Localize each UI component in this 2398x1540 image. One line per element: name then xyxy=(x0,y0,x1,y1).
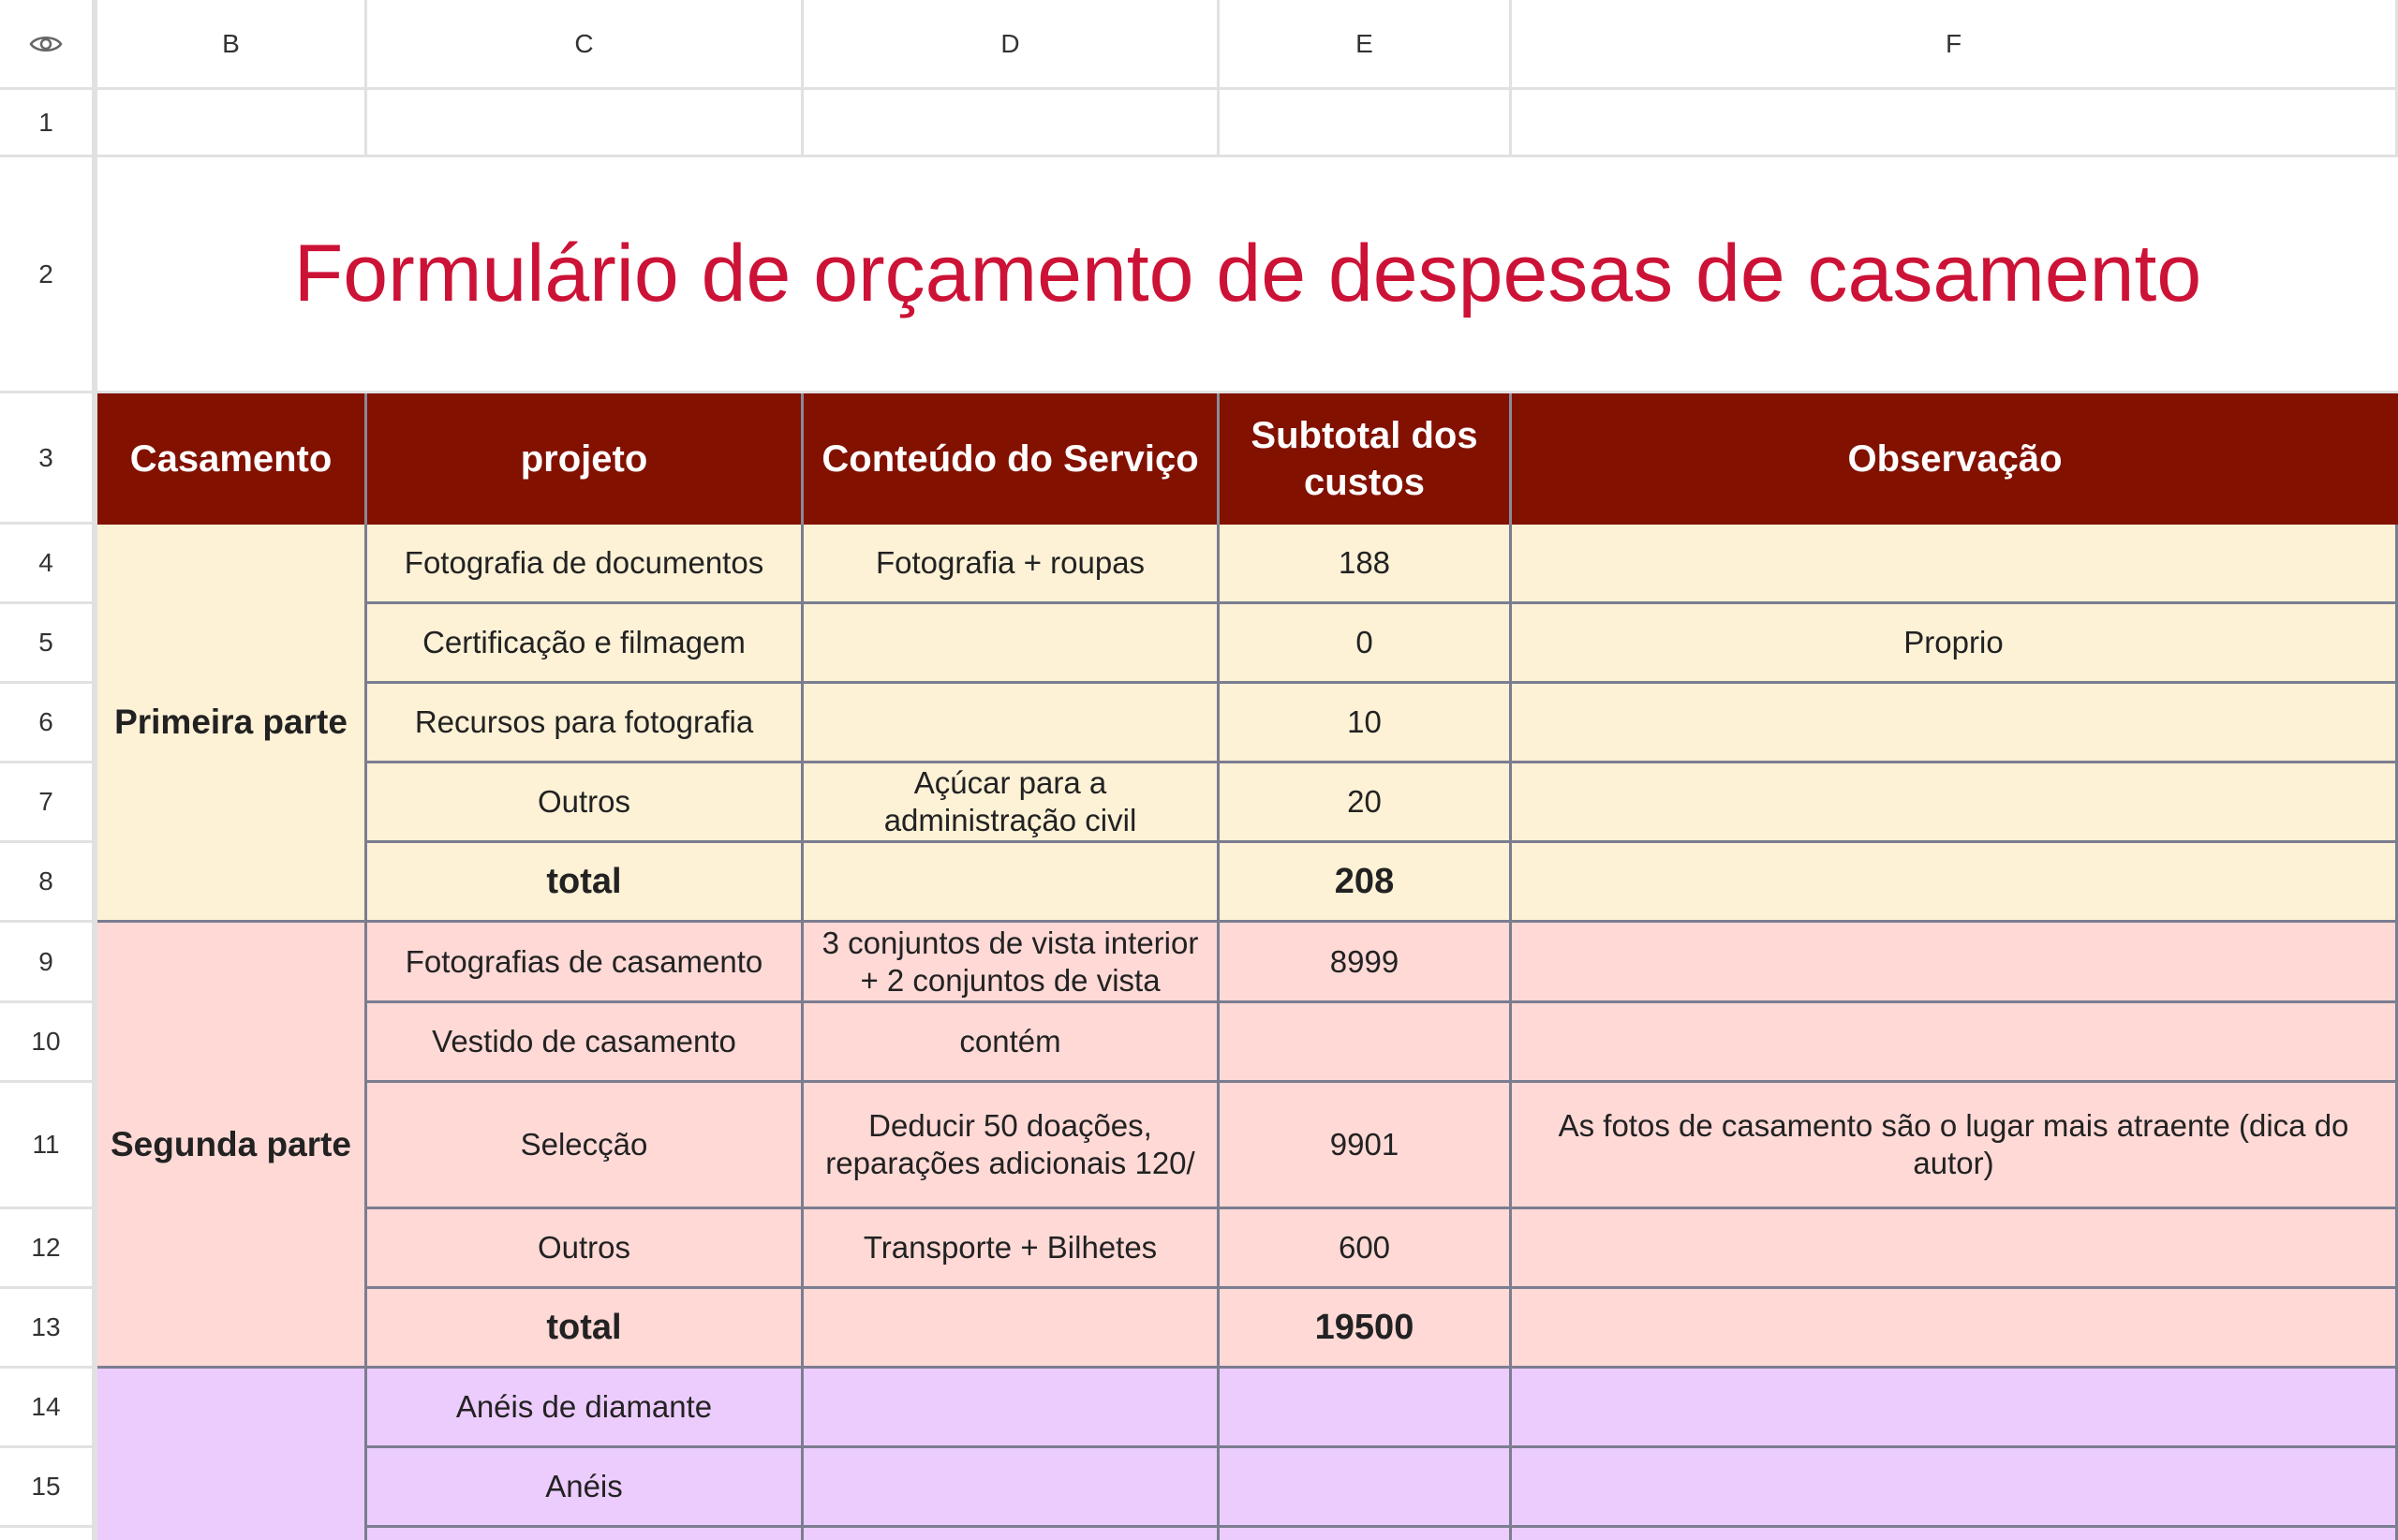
row-header-6[interactable]: 6 xyxy=(0,684,97,763)
cell-e14[interactable] xyxy=(1220,1369,1512,1448)
cell-e15[interactable] xyxy=(1220,1448,1512,1528)
row-header-8[interactable]: 8 xyxy=(0,843,97,923)
group-primeira-parte[interactable]: Primeira parte xyxy=(97,525,367,923)
row-header-15[interactable]: 15 xyxy=(0,1448,97,1528)
sheet-title[interactable]: Formulário de orçamento de despesas de casamento xyxy=(97,157,2398,393)
cell-e6[interactable]: 10 xyxy=(1220,684,1512,763)
row-header-13[interactable]: 13 xyxy=(0,1289,97,1369)
cell-f6[interactable] xyxy=(1512,684,2398,763)
cell-e8[interactable]: 208 xyxy=(1220,843,1512,923)
cell-c10[interactable]: Vestido de casamento xyxy=(367,1003,804,1083)
cell-f8[interactable] xyxy=(1512,843,2398,923)
cell-e4[interactable]: 188 xyxy=(1220,525,1512,604)
cell-f10[interactable] xyxy=(1512,1003,2398,1083)
row-header-2[interactable]: 2 xyxy=(0,157,97,393)
cell-f7[interactable] xyxy=(1512,763,2398,843)
cell-f1[interactable] xyxy=(1512,90,2398,157)
cell-d13[interactable] xyxy=(804,1289,1220,1369)
cell-e9[interactable]: 8999 xyxy=(1220,923,1512,1003)
cell-e13[interactable]: 19500 xyxy=(1220,1289,1512,1369)
cell-c5[interactable]: Certificação e filmagem xyxy=(367,604,804,684)
cell-f4[interactable] xyxy=(1512,525,2398,604)
cell-e1[interactable] xyxy=(1220,90,1512,157)
cell-c13[interactable]: total xyxy=(367,1289,804,1369)
cell-c15[interactable]: Anéis xyxy=(367,1448,804,1528)
cell-e5[interactable]: 0 xyxy=(1220,604,1512,684)
cell-d11[interactable]: Deducir 50 doações, reparações adicionais 120/ xyxy=(804,1083,1220,1209)
cell-d1[interactable] xyxy=(804,90,1220,157)
cell-d16[interactable] xyxy=(804,1528,1220,1540)
cell-f9[interactable] xyxy=(1512,923,2398,1003)
cell-e7[interactable]: 20 xyxy=(1220,763,1512,843)
row-header-12[interactable]: 12 xyxy=(0,1209,97,1289)
row-header-16[interactable] xyxy=(0,1528,97,1540)
cell-d9[interactable]: 3 conjuntos de vista interior + 2 conjuntos de vista xyxy=(804,923,1220,1003)
header-casamento[interactable]: Casamento xyxy=(97,393,367,525)
cell-d7[interactable]: Açúcar para a administração civil xyxy=(804,763,1220,843)
cell-c6[interactable]: Recursos para fotografia xyxy=(367,684,804,763)
cell-d15[interactable] xyxy=(804,1448,1220,1528)
group-terceira-parte[interactable] xyxy=(97,1369,367,1540)
cell-f12[interactable] xyxy=(1512,1209,2398,1289)
cell-e10[interactable] xyxy=(1220,1003,1512,1083)
row-header-11[interactable]: 11 xyxy=(0,1083,97,1209)
cell-b1[interactable] xyxy=(97,90,367,157)
row-header-5[interactable]: 5 xyxy=(0,604,97,684)
column-header-f[interactable]: F xyxy=(1512,0,2398,90)
cell-c4[interactable]: Fotografia de documentos xyxy=(367,525,804,604)
cell-f5[interactable]: Proprio xyxy=(1512,604,2398,684)
cell-c7[interactable]: Outros xyxy=(367,763,804,843)
cell-c9[interactable]: Fotografias de casamento xyxy=(367,923,804,1003)
row-header-9[interactable]: 9 xyxy=(0,923,97,1003)
column-header-d[interactable]: D xyxy=(804,0,1220,90)
cell-c12[interactable]: Outros xyxy=(367,1209,804,1289)
select-all-corner[interactable] xyxy=(0,0,97,90)
cell-e16[interactable] xyxy=(1220,1528,1512,1540)
header-subtotal[interactable]: Subtotal dos custos xyxy=(1220,393,1512,525)
group-segunda-parte[interactable]: Segunda parte xyxy=(97,923,367,1369)
cell-d8[interactable] xyxy=(804,843,1220,923)
cell-c8[interactable]: total xyxy=(367,843,804,923)
cell-d12[interactable]: Transporte + Bilhetes xyxy=(804,1209,1220,1289)
cell-e12[interactable]: 600 xyxy=(1220,1209,1512,1289)
cell-f16[interactable] xyxy=(1512,1528,2398,1540)
row-header-3[interactable]: 3 xyxy=(0,393,97,525)
cell-d5[interactable] xyxy=(804,604,1220,684)
cell-d10[interactable]: contém xyxy=(804,1003,1220,1083)
cell-d14[interactable] xyxy=(804,1369,1220,1448)
cell-c16[interactable] xyxy=(367,1528,804,1540)
cell-c1[interactable] xyxy=(367,90,804,157)
cell-c11[interactable]: Selecção xyxy=(367,1083,804,1209)
column-header-c[interactable]: C xyxy=(367,0,804,90)
header-conteudo[interactable]: Conteúdo do Serviço xyxy=(804,393,1220,525)
row-header-7[interactable]: 7 xyxy=(0,763,97,843)
row-header-1[interactable]: 1 xyxy=(0,90,97,157)
cell-f13[interactable] xyxy=(1512,1289,2398,1369)
row-header-10[interactable]: 10 xyxy=(0,1003,97,1083)
row-header-4[interactable]: 4 xyxy=(0,525,97,604)
cell-f11[interactable]: As fotos de casamento são o lugar mais atraente (dica do autor) xyxy=(1512,1083,2398,1209)
cell-d4[interactable]: Fotografia + roupas xyxy=(804,525,1220,604)
column-header-b[interactable]: B xyxy=(97,0,367,90)
header-projeto[interactable]: projeto xyxy=(367,393,804,525)
cell-f15[interactable] xyxy=(1512,1448,2398,1528)
cell-d6[interactable] xyxy=(804,684,1220,763)
column-header-e[interactable]: E xyxy=(1220,0,1512,90)
eye-icon[interactable] xyxy=(29,34,63,54)
cell-c14[interactable]: Anéis de diamante xyxy=(367,1369,804,1448)
row-header-14[interactable]: 14 xyxy=(0,1369,97,1448)
cell-f14[interactable] xyxy=(1512,1369,2398,1448)
header-observacao[interactable]: Observação xyxy=(1512,393,2398,525)
cell-e11[interactable]: 9901 xyxy=(1220,1083,1512,1209)
